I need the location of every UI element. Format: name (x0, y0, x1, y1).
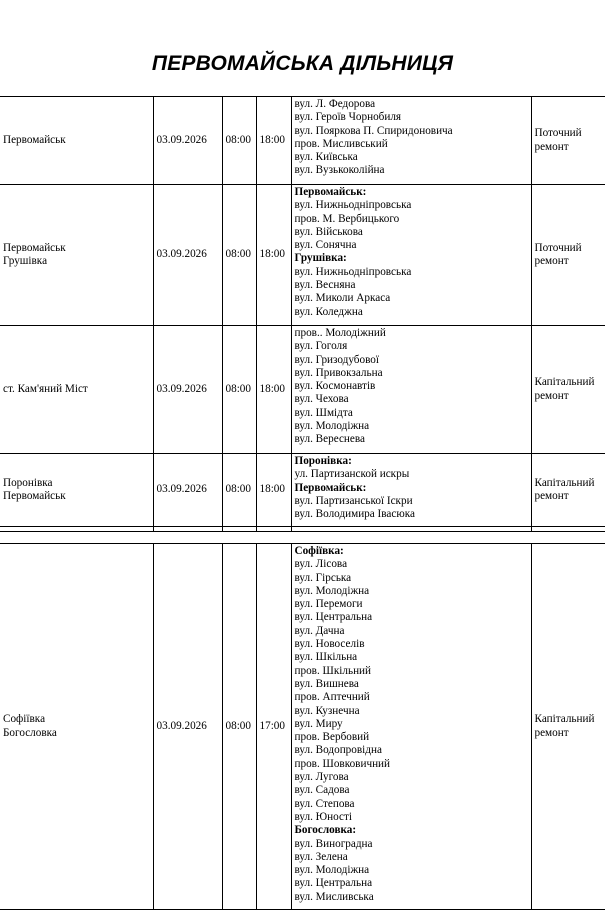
table-row (0, 326, 605, 454)
street-item: пров. Шкільний (294, 664, 372, 677)
street-item: вул. Військова (294, 225, 363, 238)
table-row (0, 454, 605, 527)
repair-type-text: Поточний (534, 241, 582, 254)
street-item: пров. Аптечний (294, 691, 370, 704)
repair-type-text: Капітальний (534, 713, 595, 726)
street-item: вул. Дачна (294, 624, 345, 637)
street-item: вул. Привокзальна (294, 366, 383, 379)
streets-cell (291, 326, 531, 454)
street-item: вул. Миколи Аркаса (294, 292, 391, 305)
street-item: вул. Юності (294, 810, 352, 823)
repair-type-text: ремонт (534, 140, 569, 153)
street-item: вул. Героїв Чорнобиля (294, 111, 402, 124)
street-item: вул. Нижньодніпровська (294, 199, 412, 212)
place-name: Первомайськ (3, 133, 66, 146)
repair-type-text: ремонт (534, 490, 569, 502)
date-cell: 03.09.2026 (153, 97, 222, 185)
street-item: вул. Мисливська (294, 890, 374, 903)
end-time-cell: 18:00 (256, 326, 291, 454)
street-item: вул. Центральна (294, 611, 373, 624)
end-time-cell: 18:00 (256, 97, 291, 185)
date-cell: 03.09.2026 (153, 454, 222, 527)
repair-type-text: ремонт (534, 726, 569, 739)
street-item: вул. Лісова (294, 558, 348, 571)
place-cell (0, 97, 153, 185)
street-item: вул. Перемоги (294, 598, 363, 611)
street-item: вул. Космонавтів (294, 380, 376, 393)
street-item: вул. Вишнева (294, 677, 359, 690)
start-time-cell: 08:00 (222, 454, 256, 527)
repair-type-cell (531, 454, 605, 527)
end-time-cell: 18:00 (256, 454, 291, 527)
blank-cell (256, 527, 291, 532)
table-row (0, 97, 605, 185)
street-item: вул. Зелена (294, 850, 348, 863)
start-time-cell: 08:00 (222, 185, 256, 326)
start-time-cell: 08:00 (222, 97, 256, 185)
street-item: вул. Центральна (294, 877, 373, 890)
schedule-table-1 (0, 96, 605, 532)
table-row (0, 544, 605, 910)
repair-type-text: Капітальний (534, 476, 595, 489)
street-item: вул. Садова (294, 784, 350, 797)
place-name: Софіївка (3, 713, 46, 726)
repair-type-cell (531, 544, 605, 910)
page-title: ПЕРВОМАЙСЬКА ДІЛЬНИЦЯ (151, 52, 454, 75)
street-item: вул. Лугова (294, 771, 349, 784)
settlement-heading: Богословка: (294, 824, 357, 837)
start-time-cell: 08:00 (222, 544, 256, 910)
street-item: вул. Водопровідна (294, 744, 382, 757)
street-item: вул. Весняна (294, 279, 356, 292)
blank-cell (0, 527, 153, 532)
street-item: вул. Молодіжна (294, 864, 370, 877)
street-item: вул. Л. Федорова (294, 98, 376, 110)
place-name: Грушівка (3, 255, 48, 267)
repair-type-text: ремонт (534, 255, 569, 267)
place-cell (0, 326, 153, 454)
date-cell: 03.09.2026 (153, 185, 222, 326)
repair-type-cell (531, 326, 605, 454)
table-row (0, 185, 605, 326)
settlement-heading: Первомайськ: (294, 186, 367, 198)
street-item: вул. Вереснева (294, 433, 365, 446)
repair-type-cell (531, 97, 605, 185)
repair-type-text: Капітальний (534, 376, 595, 389)
place-name: Первомайськ (3, 490, 66, 502)
settlement-heading: Первомайськ: (294, 481, 367, 494)
street-item: вул. Новоселів (294, 638, 365, 651)
place-name: Первомайськ (3, 241, 66, 254)
blank-cell (531, 527, 605, 532)
settlement-heading: Софіївка: (294, 545, 344, 557)
street-item: вул. Чехова (294, 393, 349, 406)
street-item: пров. Мисливський (294, 137, 388, 150)
repair-type-cell (531, 185, 605, 326)
date-cell: 03.09.2026 (153, 326, 222, 454)
place-cell (0, 544, 153, 910)
streets-cell (291, 97, 531, 185)
place-name: ст. Кам'яний Міст (3, 382, 88, 395)
streets-cell (291, 185, 531, 326)
settlement-heading: Поронівка: (294, 455, 352, 467)
repair-type-text: ремонт (534, 389, 569, 402)
street-item: вул. Коледжна (294, 305, 363, 318)
street-item: вул. Степова (294, 797, 355, 810)
street-item: вул. Виноградна (294, 837, 373, 850)
street-item: вул. Володимира Івасюка (294, 508, 415, 521)
street-item: пров. Вербовий (294, 731, 370, 744)
street-item: вул. Партизанської Іскри (294, 494, 413, 507)
place-name: Поронівка (3, 476, 53, 489)
street-item: вул. Молодіжна (294, 584, 370, 597)
street-item: вул. Кузнечна (294, 704, 360, 717)
place-name: Богословка (3, 726, 57, 739)
street-item: вул. Нижньодніпровська (294, 265, 412, 278)
street-item: пров. Шовковичний (294, 757, 391, 770)
end-time-cell: 18:00 (256, 185, 291, 326)
street-item: вул. Гризодубової (294, 353, 379, 366)
schedule-table-2 (0, 543, 605, 910)
blank-cell (222, 527, 256, 532)
place-cell (0, 185, 153, 326)
street-item: вул. Сонячна (294, 239, 357, 252)
settlement-heading: Грушівка: (294, 252, 347, 265)
street-item: вул. Шмідта (294, 406, 353, 419)
blank-cell (153, 527, 222, 532)
street-item: вул. Гоголя (294, 340, 348, 353)
blank-row (0, 527, 605, 532)
start-time-cell: 08:00 (222, 326, 256, 454)
street-item: вул. Вузькоколійна (294, 164, 385, 177)
streets-cell (291, 454, 531, 527)
repair-type-text: Поточний (534, 127, 582, 140)
date-cell: 03.09.2026 (153, 544, 222, 910)
street-item: ул. Партизанской искры (294, 468, 410, 481)
street-item: вул. Молодіжна (294, 420, 370, 433)
end-time-cell: 17:00 (256, 544, 291, 910)
blank-cell (291, 527, 531, 532)
street-item: вул. Шкільна (294, 651, 358, 664)
street-item: пров.. Молодіжний (294, 327, 386, 339)
street-item: вул. Київська (294, 151, 358, 164)
street-item: вул. Гірська (294, 571, 352, 584)
place-cell (0, 454, 153, 527)
street-item: вул. Миру (294, 717, 343, 730)
street-item: вул. Пояркова П. Спиридоновича (294, 124, 453, 137)
street-item: пров. М. Вербицького (294, 212, 400, 225)
streets-cell (291, 544, 531, 910)
